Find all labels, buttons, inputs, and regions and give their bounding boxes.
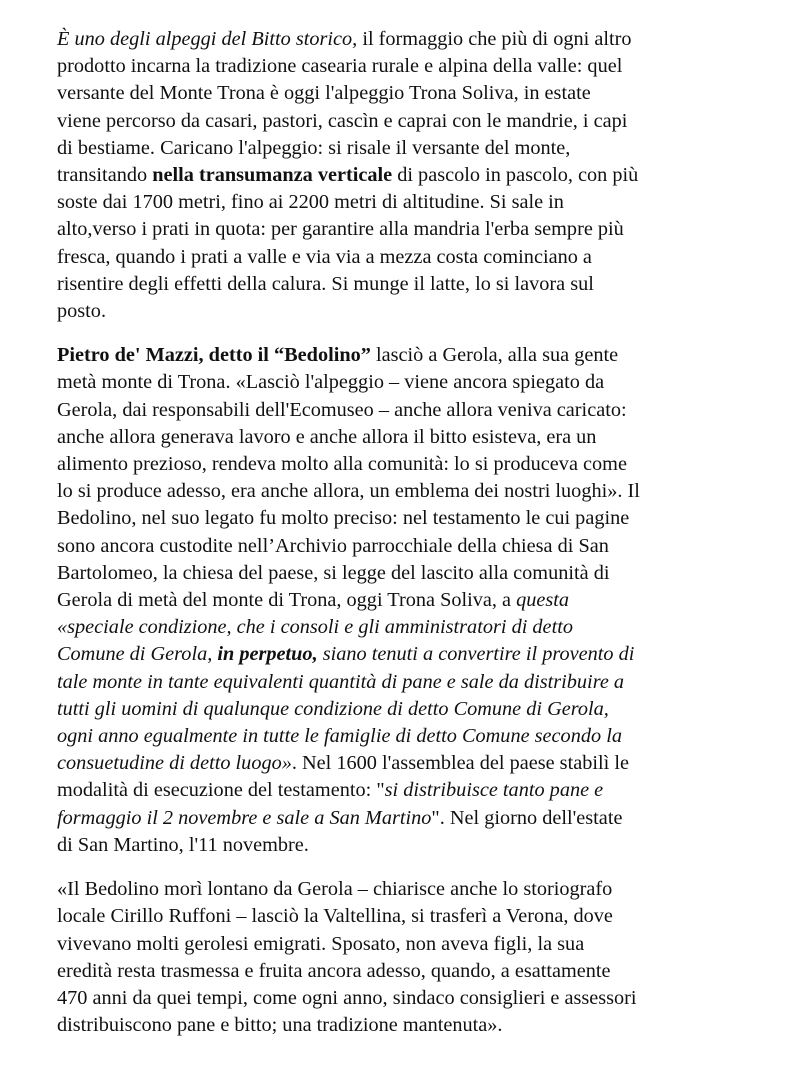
text-run: metà monte di Trona. «Lasciò l'alpeggio – viene ancora spiegato da bbox=[57, 371, 605, 394]
text-line bbox=[57, 108, 757, 135]
bold-text: nella transumanza verticale bbox=[152, 164, 393, 187]
text-line bbox=[57, 26, 757, 53]
text-run: risentire degli effetti della calura. Si munge il latte, lo si lavora sul bbox=[57, 272, 594, 295]
text-line bbox=[57, 587, 757, 614]
text-run: versante del Monte Trona è oggi l'alpeggio Trona Soliva, in estate bbox=[57, 82, 591, 105]
text-run: transitando bbox=[57, 164, 153, 187]
italic-text: si distribuisce tanto pane e bbox=[384, 779, 604, 802]
text-line bbox=[57, 533, 757, 560]
italic-text: siano tenuti a convertire il provento di bbox=[317, 643, 635, 666]
text-line bbox=[57, 931, 757, 958]
text-line bbox=[57, 135, 757, 162]
text-line bbox=[57, 560, 757, 587]
text-run: eredità resta trasmessa e fruita ancora adesso, quando, a esattamente bbox=[57, 959, 611, 982]
text-run: alto,verso i prati in quota: per garantire alla mandria l'erba sempre più bbox=[57, 218, 624, 241]
text-line bbox=[57, 614, 757, 641]
text-line bbox=[57, 958, 757, 985]
text-run: il formaggio che più di ogni altro bbox=[357, 28, 632, 50]
text-line bbox=[57, 53, 757, 80]
italic-text: tale monte in tante equivalenti quantità di pane e sale da distribuire a bbox=[57, 670, 625, 693]
text-line bbox=[57, 903, 757, 930]
italic-text: «speciale condizione, che i consoli e gli amministratori di detto bbox=[57, 616, 573, 639]
text-run: viene percorso da casari, pastori, cascìn e caprai con le mandrie, i capi bbox=[57, 109, 628, 132]
text-run: locale Cirillo Ruffoni – lasciò la Valtellina, si trasferì a Verona, dove bbox=[57, 905, 613, 928]
text-line bbox=[57, 876, 757, 903]
text-line bbox=[57, 451, 757, 478]
text-line bbox=[57, 777, 757, 804]
italic-text: tutti gli uomini di qualunque condizione di detto Comune di Gerola, bbox=[57, 697, 609, 720]
text-line bbox=[57, 478, 757, 505]
text-run: Gerola di metà del monte di Trona, oggi Trona Soliva, a bbox=[57, 589, 517, 612]
text-line bbox=[57, 985, 757, 1012]
text-run: . Nel 1600 l'assemblea del paese stabilì le bbox=[291, 752, 629, 775]
text-line bbox=[57, 505, 757, 532]
text-line bbox=[57, 669, 757, 696]
text-run: ". Nel giorno dell'estate bbox=[431, 806, 623, 829]
text-line bbox=[57, 369, 757, 396]
paragraph bbox=[57, 342, 757, 859]
text-run: prodotto incarna la tradizione casearia rurale e alpina della valle: quel bbox=[57, 55, 623, 78]
text-line bbox=[57, 832, 757, 859]
text-run: Bedolino, nel suo legato fu molto preciso: nel testamento le cui pagine bbox=[57, 507, 630, 530]
text-line bbox=[57, 298, 757, 325]
text-line bbox=[57, 1012, 757, 1039]
text-run: anche allora generava lavoro e anche allora il bitto esisteva, era un bbox=[57, 425, 597, 448]
text-run: fresca, quando i prati a valle e via via a mezza costa cominciano a bbox=[57, 245, 592, 268]
italic-text: Comune di Gerola, bbox=[57, 643, 218, 666]
italic-text: questa bbox=[516, 589, 570, 612]
text-run: di pascolo in pascolo, con più bbox=[392, 164, 639, 187]
text-line bbox=[57, 723, 757, 750]
text-run: Gerola, dai responsabili dell'Ecomuseo – anche allora veniva caricato: bbox=[57, 398, 627, 421]
text-line bbox=[57, 216, 757, 243]
italic-text: formaggio il 2 novembre e sale a San Martino bbox=[57, 806, 432, 829]
italic-text: È uno degli alpeggi del Bitto storico, bbox=[57, 28, 358, 50]
bold-italic-text: in perpetuo, bbox=[217, 643, 318, 666]
text-run: lasciò a Gerola, alla sua gente bbox=[370, 344, 619, 367]
paragraph bbox=[57, 876, 757, 1039]
text-run: soste dai 1700 metri, fino ai 2200 metri di altitudine. Si sale in bbox=[57, 191, 564, 214]
text-run: modalità di esecuzione del testamento: " bbox=[57, 779, 385, 802]
text-line bbox=[57, 641, 757, 668]
text-line bbox=[57, 189, 757, 216]
italic-text: ogni anno egualmente in tutte le famiglie di detto Comune secondo la bbox=[57, 725, 622, 748]
text-run: di San Martino, l'11 novembre. bbox=[57, 833, 309, 856]
text-run: sono ancora custodite nell’Archivio parrocchiale della chiesa di San bbox=[57, 534, 609, 557]
text-line bbox=[57, 162, 757, 189]
text-line bbox=[57, 80, 757, 107]
text-line bbox=[57, 424, 757, 451]
bold-text: Pietro de' Mazzi, detto il “Bedolino” bbox=[57, 344, 371, 367]
paragraph bbox=[57, 26, 757, 325]
text-run: lo si produce adesso, era anche allora, un emblema dei nostri luoghi». Il bbox=[57, 480, 640, 503]
text-line bbox=[57, 397, 757, 424]
text-line bbox=[57, 750, 757, 777]
text-run: Bartolomeo, la chiesa del paese, si legge del lascito alla comunità di bbox=[57, 561, 610, 584]
text-run: distribuiscono pane e bitto; una tradizione mantenuta». bbox=[57, 1014, 503, 1037]
text-run: di bestiame. Caricano l'alpeggio: si risale il versante del monte, bbox=[57, 136, 571, 159]
text-line bbox=[57, 244, 757, 271]
article-body bbox=[57, 26, 757, 1039]
text-run: posto. bbox=[57, 300, 107, 323]
text-run: 470 anni da quei tempi, come ogni anno, sindaco consiglieri e assessori bbox=[57, 986, 637, 1009]
text-run: vivevano molti gerolesi emigrati. Sposato, non aveva figli, la sua bbox=[57, 932, 585, 955]
italic-text: consuetudine di detto luogo» bbox=[57, 752, 292, 775]
text-run: «Il Bedolino morì lontano da Gerola – chiarisce anche lo storiografo bbox=[57, 878, 613, 901]
text-line bbox=[57, 696, 757, 723]
text-line bbox=[57, 342, 757, 369]
text-line bbox=[57, 271, 757, 298]
text-line bbox=[57, 805, 757, 832]
text-run: alimento prezioso, rendeva molto alla comunità: lo si produceva come bbox=[57, 453, 627, 476]
